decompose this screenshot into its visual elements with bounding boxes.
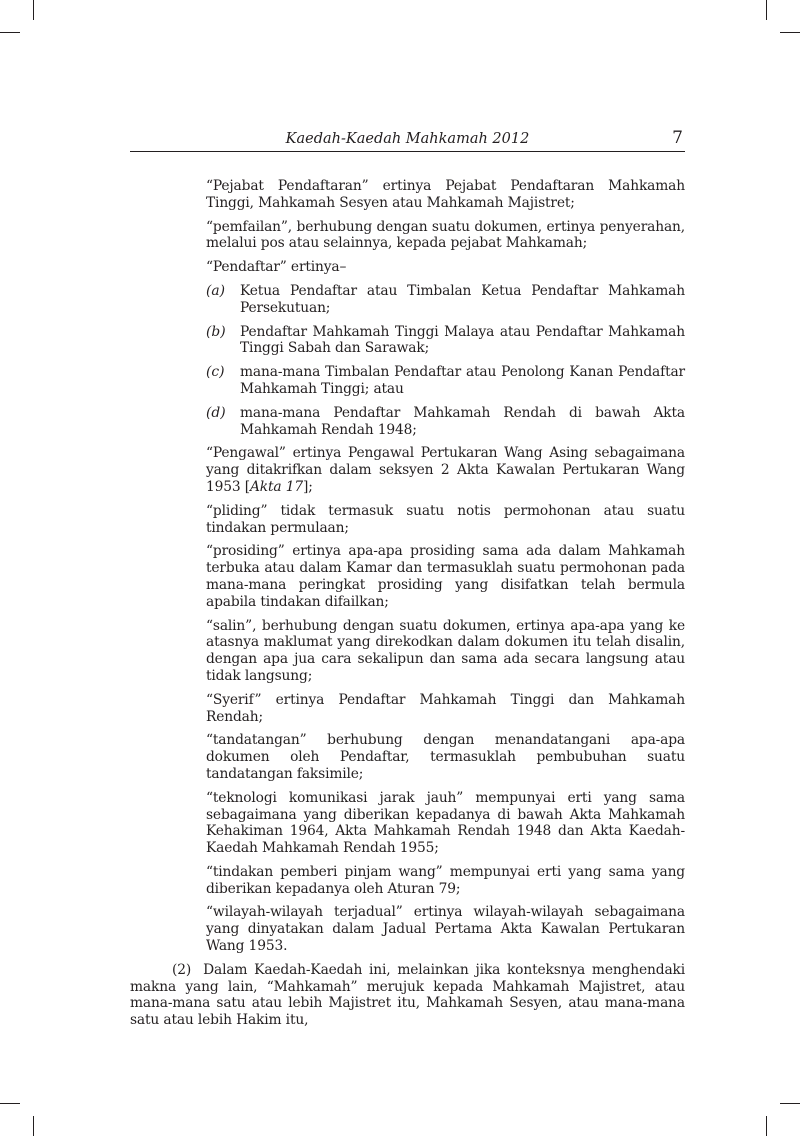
page-number: 7 xyxy=(672,128,683,148)
definition-pendaftar: “Pendaftar” ertinya– xyxy=(206,259,347,276)
crop-mark xyxy=(780,1103,800,1104)
definition-salin: “salin”, berhubung dengan suatu dokumen, ertinya apa-apa yang ke atasnya maklumat yang direkodkan dalam dokumen itu telah disalin, dengan apa jua cara sekalipun dan sama ada secara langsung atau tidak langsung; xyxy=(206,617,685,684)
definition-pemfailan: “pemfailan”, berhubung dengan suatu dokumen, ertinya penyerahan, melalui pos atau selainnya, kepada pejabat Mahkamah; xyxy=(206,218,685,252)
crop-mark xyxy=(766,1116,767,1136)
running-header xyxy=(130,129,685,152)
crop-mark xyxy=(780,32,800,33)
item-text: mana-mana Pendaftar Mahkamah Rendah di bawah Akta Mahkamah Rendah 1948; xyxy=(240,404,685,438)
definition-prosiding: “prosiding” ertinya apa-apa prosiding sama ada dalam Mahkamah terbuka atau dalam Kamar dan termasuklah suatu permohonan pada mana-mana peringkat prosiding yang disifatkan telah bermula apabila tindakan difailkan; xyxy=(206,543,685,610)
definition-tindakan-pemberi-pinjam: “tindakan pemberi pinjam wang” mempunyai erti yang sama yang diberikan kepadanya oleh Aturan 79; xyxy=(206,863,685,897)
definition-wilayah-terjadual: “wilayah-wilayah terjadual” ertinya wilayah-wilayah sebagaimana yang dinyatakan dalam Jadual Pertama Akta Kawalan Pertukaran Wang 1953. xyxy=(206,904,685,955)
definition-pliding: “pliding” tidak termasuk suatu notis permohonan atau suatu tindakan permulaan; xyxy=(206,502,685,536)
list-item xyxy=(206,283,685,317)
crop-mark xyxy=(33,0,34,20)
paragraph-2 xyxy=(130,962,685,1029)
crop-mark xyxy=(0,1103,20,1104)
definition-tandatangan: “tandatangan” berhubung dengan menandatangani apa-apa dokumen oleh Pendaftar, termasuklah pembubuhan suatu tandatangan faksimile; xyxy=(206,732,685,782)
crop-mark xyxy=(0,32,20,33)
page-body xyxy=(130,178,685,1029)
list-item xyxy=(206,364,685,398)
act-reference: Akta 17 xyxy=(249,478,303,495)
pengawal-tail: ]; xyxy=(302,478,313,495)
item-label: (b) xyxy=(206,323,226,340)
crop-mark xyxy=(33,1116,34,1136)
item-text: Ketua Pendaftar atau Timbalan Ketua Pendaftar Mahkamah Persekutuan; xyxy=(240,282,685,316)
list-item xyxy=(206,405,685,439)
header-title: Kaedah-Kaedah Mahkamah 2012 xyxy=(285,131,530,147)
item-label: (c) xyxy=(206,364,225,381)
crop-mark xyxy=(766,0,767,20)
item-text: Pendaftar Mahkamah Tinggi Malaya atau Pendaftar Mahkamah Tinggi Sabah dan Sarawak; xyxy=(240,323,685,357)
item-text: mana-mana Timbalan Pendaftar atau Penolong Kanan Pendaftar Mahkamah Tinggi; atau xyxy=(240,364,685,397)
item-label: (d) xyxy=(206,404,226,421)
pengawal-text: “Pengawal” ertinya Pengawal Pertukaran Wang Asing sebagaimana yang ditakrifkan dalam seksyen 2 Akta Kawalan Pertukaran Wang 1953 [ xyxy=(206,445,685,495)
paragraph-text: Dalam Kaedah-Kaedah ini, melainkan jika konteksnya menghendaki makna yang lain, “Mahkamah” merujuk kepada Mahkamah Majistret, atau mana-mana satu atau lebih Majistret itu, Mahkamah Sesyen, atau mana-mana satu atau lebih Hakim itu, xyxy=(130,961,685,1029)
paragraph-number: (2) xyxy=(172,961,192,978)
list-item xyxy=(206,324,685,358)
definition-pengawal xyxy=(206,445,685,495)
item-label: (a) xyxy=(206,282,225,299)
definition-pejabat-pendaftaran: “Pejabat Pendaftaran” ertinya Pejabat Pendaftaran Mahkamah Tinggi, Mahkamah Sesyen atau Mahkamah Majistret; xyxy=(206,178,685,211)
definition-syerif: “Syerif” ertinya Pendaftar Mahkamah Tinggi dan Mahkamah Rendah; xyxy=(206,691,685,725)
definition-teknologi: “teknologi komunikasi jarak jauh” mempunyai erti yang sama sebagaimana yang diberikan kepadanya di bawah Akta Mahkamah Kehakiman 1964, Akta Mahkamah Rendah 1948 dan Akta Kaedah-Kaedah Mahkamah Rendah 1955; xyxy=(206,789,685,857)
